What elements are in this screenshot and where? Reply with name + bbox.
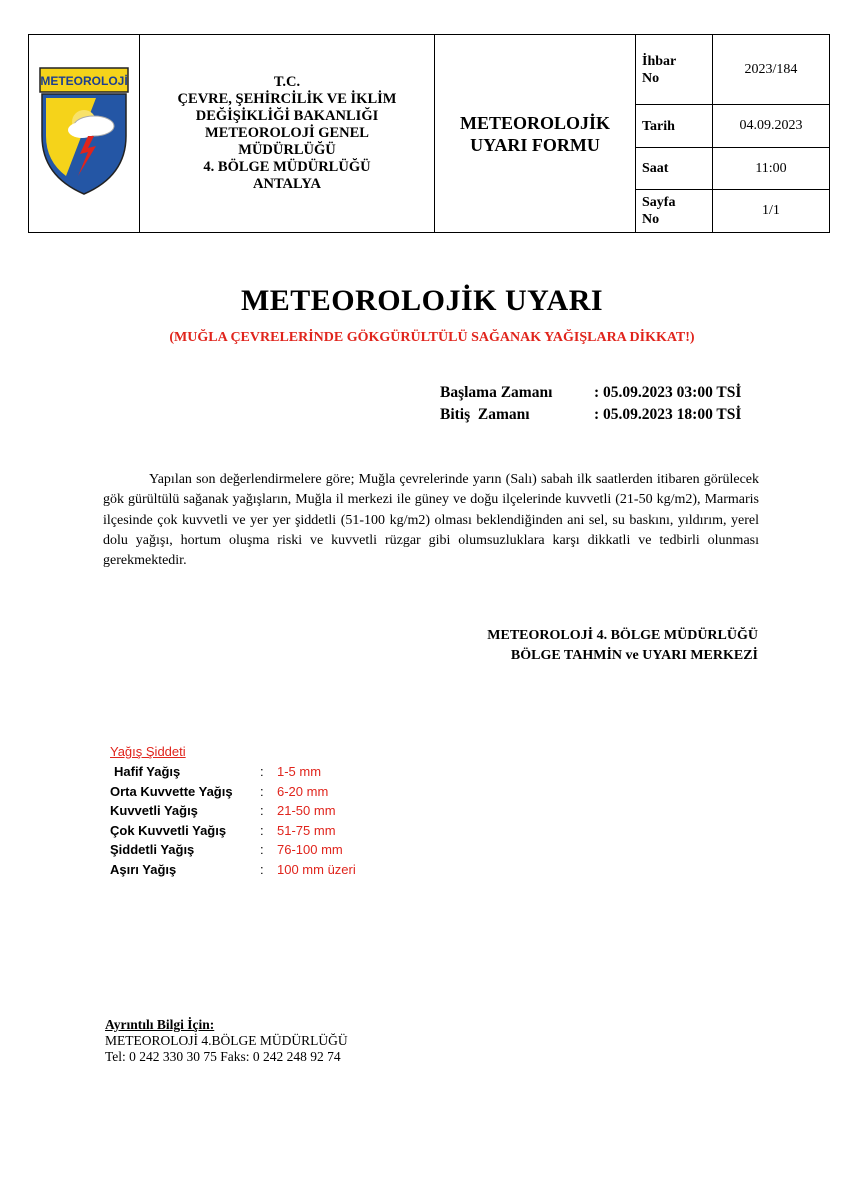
ministry-line: MÜDÜRLÜĞÜ [238,142,336,158]
start-time-value: : 05.09.2023 03:00 TSİ [594,384,742,401]
end-time-row [440,406,741,428]
precip-row: Aşırı Yağış : 100 mm üzeri [110,861,356,877]
ministry-line: 4. BÖLGE MÜDÜRLÜĞÜ [203,159,371,175]
end-time-value: : 05.09.2023 18:00 TSİ [594,406,742,423]
form-title-line: METEOROLOJİK [459,112,611,133]
form-title-line: UYARI FORMU [470,134,600,155]
tarih-label: Tarih [636,105,713,148]
contact-title: Ayrıntılı Bilgi İçin: [105,1017,215,1032]
start-time-row [440,384,741,406]
warning-subtitle: (MUĞLA ÇEVRELERİNDE GÖKGÜRÜLTÜLÜ SAĞANAK YAĞIŞLARA DİKKAT!) [169,330,695,345]
precip-row: Hafif Yağış : 1-5 mm [114,764,322,779]
time-block [440,384,741,428]
sayfa-no-value: 1/1 [713,190,830,233]
header-table [28,34,830,233]
ministry-line: ANTALYA [253,176,321,192]
start-time-label: Başlama Zamanı [440,384,553,401]
ministry-cell [140,35,435,233]
ihbar-no-label: İhbar No [636,35,713,105]
precip-row: Orta Kuvvette Yağış : 6-20 mm [110,783,329,799]
saat-value: 11:00 [713,148,830,190]
signature-line: BÖLGE TAHMİN ve UYARI MERKEZİ [510,648,758,663]
form-title-cell [435,35,636,233]
contact-block [105,1017,348,1065]
ministry-line: T.C. [273,74,301,90]
ministry-line: ÇEVRE, ŞEHİRCİLİK VE İKLİM [177,91,397,107]
sayfa-no-label: Sayfa No [636,190,713,233]
ministry-line: METEOROLOJİ GENEL [205,125,369,141]
contact-line: Tel: 0 242 330 30 75 Faks: 0 242 248 92 74 [105,1049,341,1064]
logo-cell [29,35,140,233]
logo-text: METEOROLOJİ [40,74,128,88]
precip-row: Şiddetli Yağış : 76-100 mm [110,842,343,857]
precip-row: Çok Kuvvetli Yağış : 51-75 mm [110,822,336,838]
meteoroloji-logo [36,66,132,196]
tarih-value: 04.09.2023 [713,105,830,148]
page-title: METEOROLOJİK UYARI [240,284,604,317]
end-time-label: Bitiş Zamanı [440,406,530,423]
ministry-line: DEĞİŞİKLİĞİ BAKANLIĞI [195,108,379,124]
precip-row: Kuvvetli Yağış : 21-50 mm [110,803,336,818]
ihbar-no-value: 2023/184 [713,35,830,105]
signature-block [487,626,758,666]
saat-label: Saat [636,148,713,190]
contact-line: METEOROLOJİ 4.BÖLGE MÜDÜRLÜĞÜ [105,1033,348,1048]
warning-body-text: Yapılan son değerlendirmelere göre; Muğla çevrelerinde yarın (Salı) sabah ilk saatlerden itibaren görülecek gök gürültülü sağanak yağışların, Muğla il merkezi ile güney ve doğu ilçelerinde kuvvetli (21-50 kg/m2), Marmaris ilçesinde çok kuvvetli ve yer yer şiddetli (51-100 kg/m2) olması beklendiğinden ani sel, su baskını, yıldırım, yerel dolu yağışı, hortum oluşma riski ve kuvvetli rüzgar gibi olumsuzluklara karşı dikkatli ve tedbirli olunması gerekmektedir. [103,472,759,569]
signature-line: METEOROLOJİ 4. BÖLGE MÜDÜRLÜĞÜ [487,628,758,643]
precip-scale-title: Yağış Şiddeti [110,744,186,759]
precip-scale [110,742,356,879]
